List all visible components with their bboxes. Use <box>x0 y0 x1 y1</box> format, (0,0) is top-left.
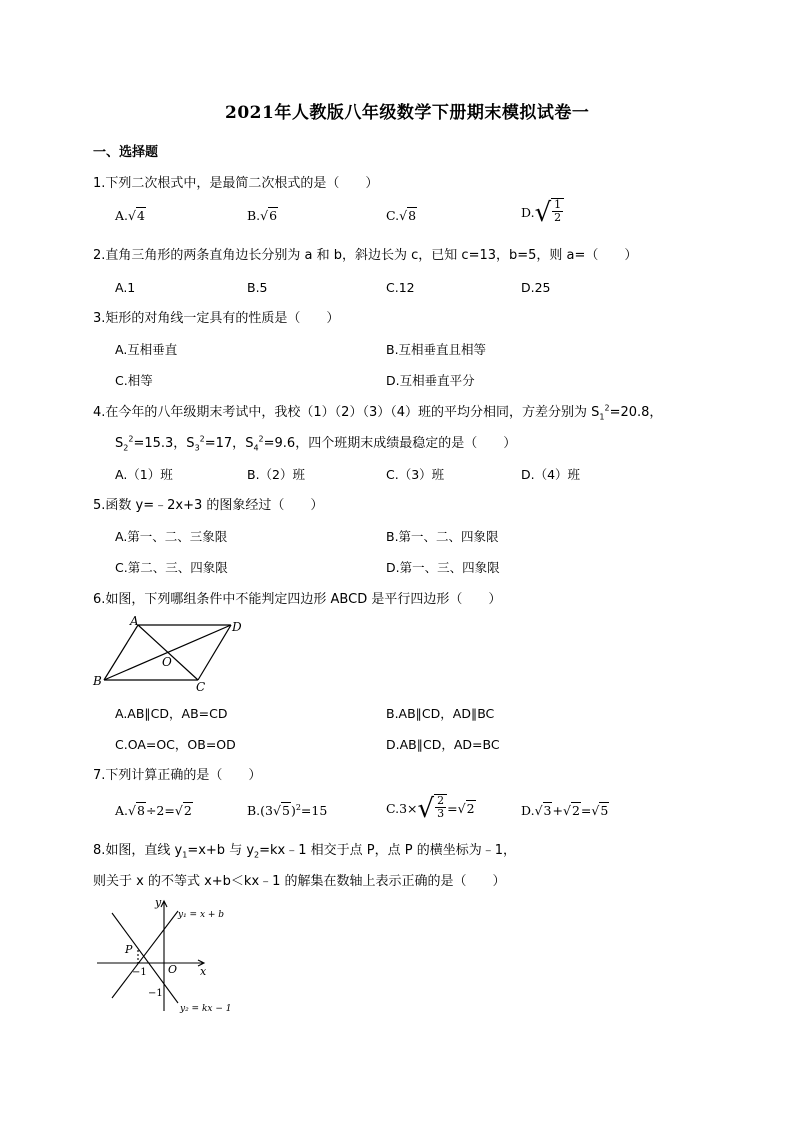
label-a: A <box>130 614 139 628</box>
q5-option-d[interactable]: D.第一、三、四象限 <box>386 560 500 575</box>
label-c: C <box>196 680 206 694</box>
q7-option-d[interactable]: D.√3+√2=√5 <box>521 803 609 818</box>
edge-ab-left <box>104 625 138 680</box>
question-5-stem: 5.函数 y=﹣2x+3 的图象经过（ ） <box>93 498 324 513</box>
label-y: y <box>155 896 162 909</box>
q3-option-c[interactable]: C.相等 <box>115 373 153 388</box>
section-heading: 一、选择题 <box>93 145 159 160</box>
q7-option-a[interactable]: A.√8÷2=√2 <box>115 803 192 818</box>
label-line-y2: y₂ = kx − 1 <box>180 1004 232 1014</box>
q7-option-c[interactable]: C. 3× √ $\frac{2}{3}$ = √2 <box>386 794 475 824</box>
line-y2 <box>112 913 178 1003</box>
page-title: 2021年人教版八年级数学下册期末模拟试卷一 <box>225 103 590 123</box>
q1-option-d[interactable]: D. √ $\frac{1}{2}$ <box>521 200 564 226</box>
question-8-stem-line2: 则关于 x 的不等式 x+b＜kx﹣1 的解集在数轴上表示正确的是（ ） <box>93 874 506 889</box>
q1-option-a[interactable]: A.√4 <box>115 208 145 223</box>
label-neg1-x: −1 <box>132 967 147 978</box>
question-1-stem: 1.下列二次根式中，是最简二次根式的是（ ） <box>93 176 379 191</box>
label-d: D <box>232 620 242 634</box>
q4-option-a[interactable]: A.（1）班 <box>115 467 173 482</box>
q6-option-b[interactable]: B.AB∥CD，AD∥BC <box>386 706 495 721</box>
q2-option-c[interactable]: C.12 <box>386 280 415 295</box>
label-p: P <box>125 943 133 956</box>
diagonal-bd <box>104 625 231 680</box>
question-7-stem: 7.下列计算正确的是（ ） <box>93 768 262 783</box>
question-8-stem: 8.如图，直线 $y_1=x+b$ 与 $y_2=kx﹣1$ 相交于点 P，点 P 的横坐标为﹣1， <box>93 843 516 860</box>
q3-option-d[interactable]: D.互相垂直平分 <box>386 373 475 388</box>
parallelogram-figure <box>92 614 252 694</box>
edge-dc <box>198 625 231 680</box>
q3-option-a[interactable]: A.互相垂直 <box>115 342 178 357</box>
q6-option-d[interactable]: D.AB∥CD，AD=BC <box>386 737 500 752</box>
q6-option-c[interactable]: C.OA=OC，OB=OD <box>115 737 236 752</box>
q1-option-b[interactable]: B.√6 <box>247 208 278 223</box>
label-line-y1: y₁ = x + b <box>178 910 225 920</box>
q3-option-b[interactable]: B.互相垂直且相等 <box>386 342 487 357</box>
q5-option-c[interactable]: C.第二、三、四象限 <box>115 560 228 575</box>
label-x: x <box>200 965 207 978</box>
question-4-stem-line2: $S_2^2=15.3$，$S_3^2=17$，$S_4^2=9.6$，四个班期末成绩最稳定的是（ ） <box>115 434 517 453</box>
q1-option-c[interactable]: C.√8 <box>386 208 417 223</box>
q4-option-b[interactable]: B.（2）班 <box>247 467 306 482</box>
question-4-stem: 4.在今年的八年级期末考试中，我校（1）（2）（3）（4）班的平均分相同，方差分别为 $S_1^2=20.8$， <box>93 403 663 422</box>
q4-option-d[interactable]: D.（4）班 <box>521 467 581 482</box>
question-3-stem: 3.矩形的对角线一定具有的性质是（ ） <box>93 311 340 326</box>
label-neg1-y: −1 <box>148 988 163 999</box>
question-6-stem: 6.如图，下列哪组条件中不能判定四边形 ABCD 是平行四边形（ ） <box>93 592 502 607</box>
q4-option-c[interactable]: C.（3）班 <box>386 467 445 482</box>
coordinate-figure <box>92 893 242 1017</box>
q2-option-d[interactable]: D.25 <box>521 280 551 295</box>
q5-option-b[interactable]: B.第一、二、四象限 <box>386 529 499 544</box>
label-b: B <box>93 674 102 688</box>
q7-option-b[interactable]: $B.(3√5)^2=15$ <box>247 802 328 818</box>
question-2-stem: 2.直角三角形的两条直角边长分别为 a 和 b，斜边长为 c，已知 c=13，b=5，则 a=（ ） <box>93 248 638 263</box>
q6-option-a[interactable]: A.AB∥CD，AB=CD <box>115 706 228 721</box>
line-y1 <box>112 911 178 998</box>
q2-option-b[interactable]: B.5 <box>247 280 268 295</box>
label-o: O <box>162 655 172 669</box>
q2-option-a[interactable]: A.1 <box>115 280 136 295</box>
label-origin: O <box>168 963 178 976</box>
q5-option-a[interactable]: A.第一、二、三象限 <box>115 529 228 544</box>
